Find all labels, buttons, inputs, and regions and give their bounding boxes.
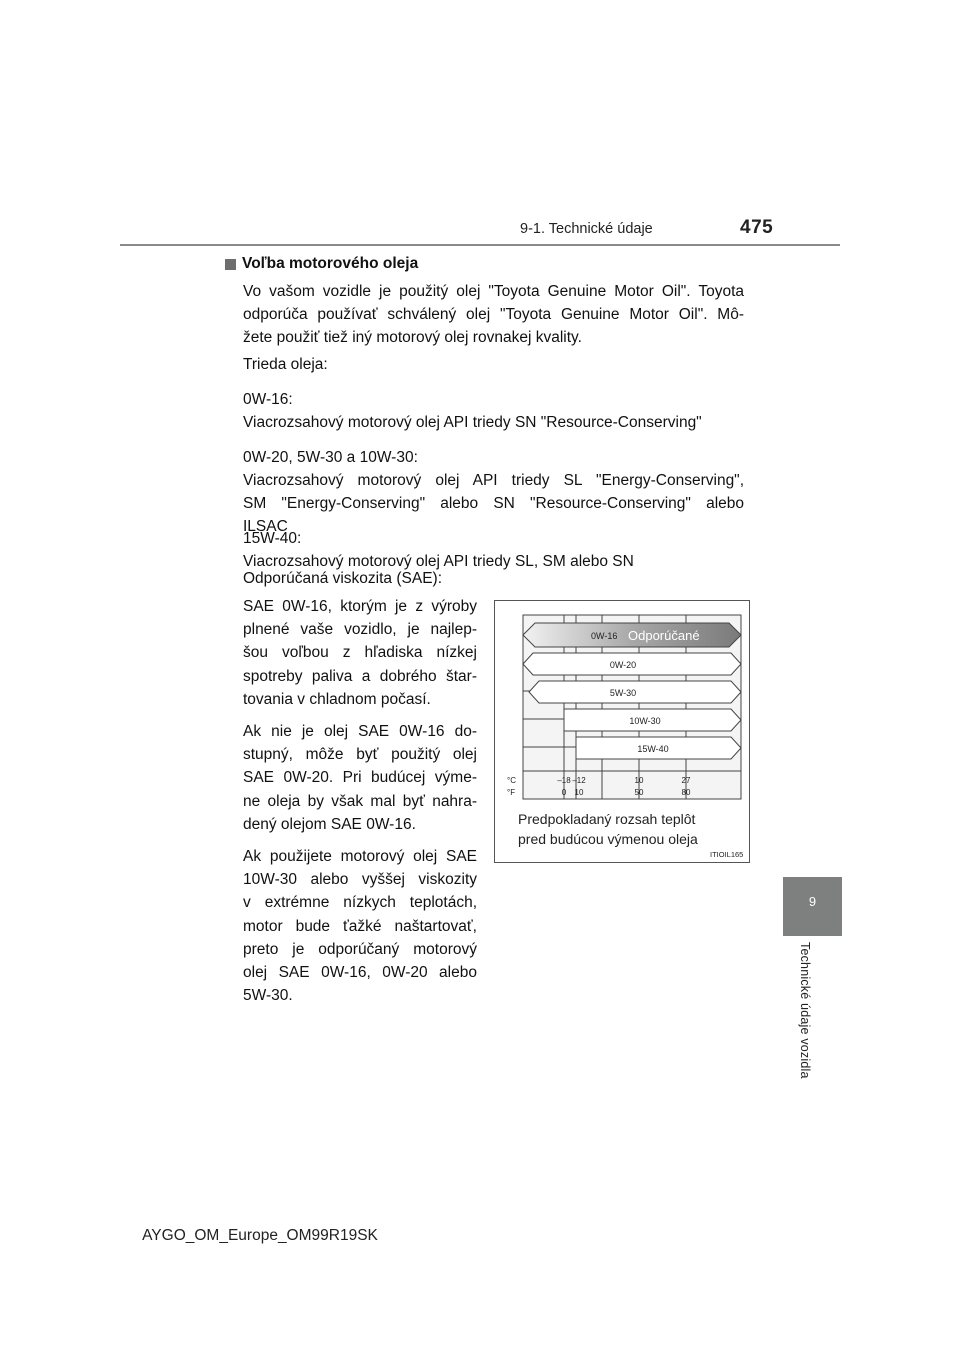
tick-c: –12	[572, 776, 586, 785]
text-line: 10W-30 alebo vyššej viskozity	[243, 871, 477, 889]
header-rule	[120, 244, 840, 246]
caption-line: pred budúcou výmenou oleja	[518, 831, 698, 847]
text-line: 5W-30.	[243, 987, 293, 1005]
caption-line: Predpokladaný rozsah teplôt	[518, 811, 696, 827]
paragraph-10w30	[243, 845, 477, 1007]
tick-f: 10	[574, 788, 584, 797]
viscosity-label: Odporúčaná viskozita (SAE):	[243, 570, 443, 587]
text-line: v extrémne nízkych teplotách,	[243, 894, 477, 912]
range-label: 5W-30	[609, 688, 637, 698]
text-line: Ak použijete motorový olej SAE	[243, 848, 477, 866]
text-line: dený olejom SAE 0W-16.	[243, 815, 416, 833]
text-line: preto je odporúčaný motorový	[243, 940, 477, 958]
page-number: 475	[740, 217, 774, 238]
tick-f: 0	[561, 788, 567, 797]
text-line: Ak nie je olej SAE 0W-16 do-	[243, 723, 477, 741]
text-line: SAE 0W-20. Pri budúcej výme-	[243, 769, 477, 787]
running-header-section: 9-1. Technické údaje	[520, 221, 653, 237]
tick-c: 27	[681, 776, 691, 785]
section-title: Voľba motorového oleja	[242, 255, 419, 272]
text-line: spotreby paliva a dobrého štar-	[243, 667, 477, 685]
recommended-grade-label: 0W-16	[591, 631, 618, 641]
range-label: 0W-20	[609, 660, 637, 670]
grade-name: 0W-20, 5W-30 a 10W-30:	[243, 449, 418, 466]
recommended-label: Odporúčané	[628, 628, 700, 643]
section-heading	[225, 255, 418, 273]
text-line: stupný, môže byť použitý olej	[243, 746, 477, 764]
chapter-tab	[783, 877, 842, 936]
figure-caption	[518, 809, 698, 849]
paragraph-0w20	[243, 720, 477, 836]
grade-desc: Viacrozsahový motorový olej API triedy SL, SM alebo SN	[243, 553, 634, 570]
tick-f: 80	[681, 788, 691, 797]
intro-paragraph	[243, 280, 744, 349]
intro-line: odporúča používať schválený olej "Toyota Genuine Motor Oil". Mô-	[243, 306, 744, 323]
chapter-label: Technické údaje vozidla	[798, 942, 812, 1079]
text-line: SAE 0W-16, ktorým je z výroby	[243, 598, 477, 615]
grade-block-0w16	[243, 388, 744, 434]
figure-id: ITIOIL165	[710, 850, 744, 859]
viscosity-paragraphs	[243, 595, 477, 1016]
text-line: ne oleja by však mal byť nahra-	[243, 792, 477, 810]
text-line: olej SAE 0W-16, 0W-20 alebo	[243, 964, 477, 982]
grade-name: 0W-16:	[243, 391, 293, 408]
footer-code: AYGO_OM_Europe_OM99R19SK	[142, 1227, 378, 1244]
intro-line: Vo vašom vozidle je použitý olej "Toyota Genuine Motor Oil". Toyota	[243, 283, 744, 300]
range-label: 10W-30	[629, 716, 661, 726]
tick-f: 50	[634, 788, 644, 797]
square-bullet-icon	[225, 259, 236, 270]
text-line: motor bude ťažké naštartovať,	[243, 917, 477, 935]
intro-line: žete použiť tiež iný motorový olej rovnakej kvality.	[243, 329, 582, 346]
text-line: tovania v chladnom počasí.	[243, 690, 431, 708]
grade-desc: Viacrozsahový motorový olej API triedy SL "Energy-Conserving",	[243, 472, 744, 489]
grade-label: Trieda oleja:	[243, 356, 328, 373]
grade-desc: Viacrozsahový motorový olej API triedy SN "Resource-Conserving"	[243, 414, 702, 431]
unit-celsius: °C	[507, 776, 516, 785]
range-label: 15W-40	[637, 744, 669, 754]
paragraph-0w16	[243, 595, 477, 711]
grade-name: 15W-40:	[243, 530, 302, 547]
grade-desc: ILSAC	[243, 518, 288, 535]
unit-fahrenheit: °F	[507, 788, 516, 797]
grade-block-0w20	[243, 446, 744, 538]
tick-c: –18	[557, 776, 571, 785]
grade-desc: SM "Energy-Conserving" alebo SN "Resource-Conserving" alebo	[243, 495, 744, 512]
tick-c: 10	[634, 776, 644, 785]
chapter-number: 9	[808, 894, 817, 909]
text-line: plnené vaše vozidlo, je najlep-	[243, 621, 477, 639]
text-line: šou voľbou z hľadiska nízkej	[243, 644, 477, 662]
